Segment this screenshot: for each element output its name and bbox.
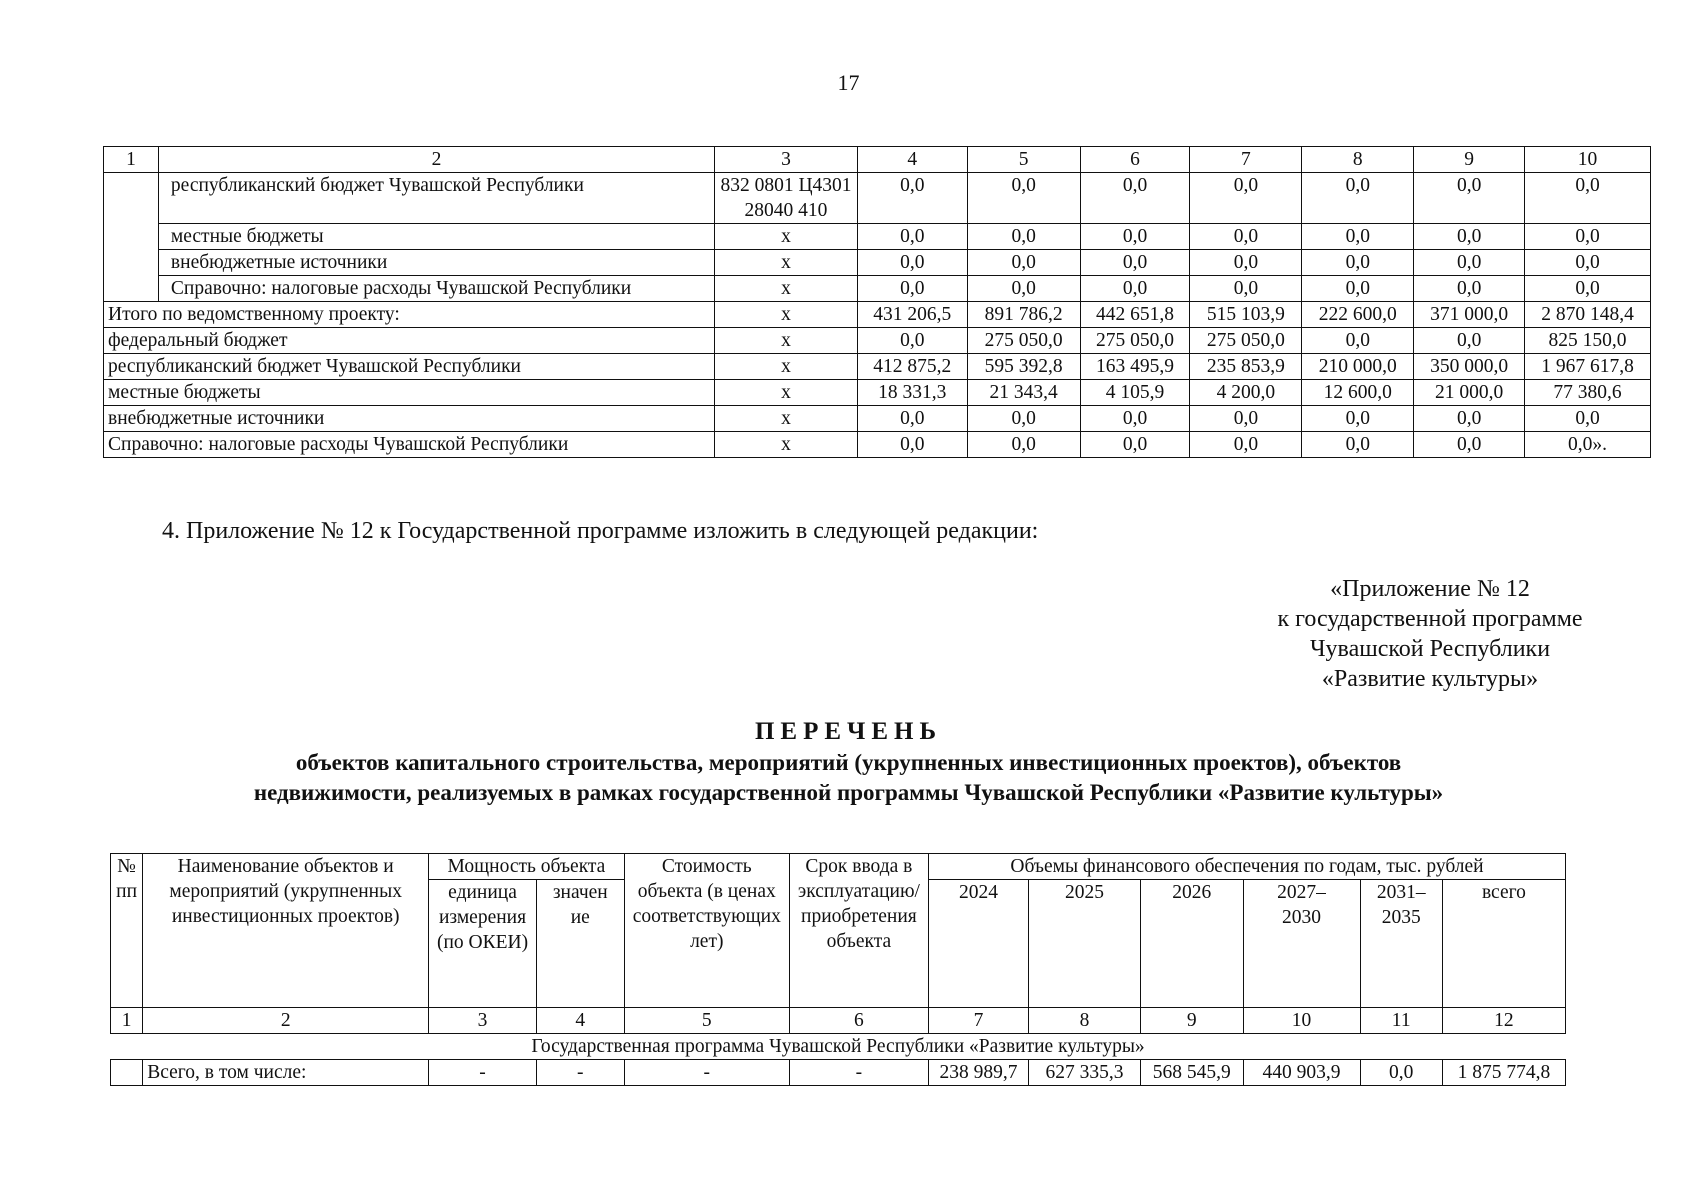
value-cell: 891 786,2 <box>967 302 1080 328</box>
value-cell: 0,0 <box>857 276 967 302</box>
header-cell: № пп <box>111 854 143 1008</box>
value-cell: 238 989,7 <box>928 1060 1028 1086</box>
table-row <box>104 173 1651 224</box>
header-cell: 9 <box>1414 147 1525 173</box>
column-number-row <box>111 1008 1566 1034</box>
dash-cell: - <box>536 1060 624 1086</box>
value-cell: 0,0 <box>967 432 1080 458</box>
row-code: 832 0801 Ц430128040 410 <box>715 173 858 224</box>
value-cell: 0,0 <box>1080 224 1190 250</box>
value-cell: 0,0 <box>1525 406 1651 432</box>
empty-cell <box>111 1060 143 1086</box>
value-cell: 568 545,9 <box>1140 1060 1243 1086</box>
value-cell: 2 870 148,4 <box>1525 302 1651 328</box>
value-cell: 0,0 <box>967 173 1080 224</box>
value-cell: 222 600,0 <box>1302 302 1414 328</box>
value-cell: 18 331,3 <box>857 380 967 406</box>
value-cell: 0,0 <box>1080 432 1190 458</box>
column-number: 1 <box>111 1008 143 1034</box>
value-cell: 275 050,0 <box>967 328 1080 354</box>
value-cell: 0,0 <box>1302 432 1414 458</box>
value-cell: 0,0 <box>1080 173 1190 224</box>
row-code: х <box>715 406 858 432</box>
table-row <box>104 406 1651 432</box>
value-cell: 0,0 <box>1360 1060 1442 1086</box>
value-cell: 371 000,0 <box>1414 302 1525 328</box>
row-label: федеральный бюджет <box>104 328 715 354</box>
year-cell: 2025 <box>1028 880 1140 1008</box>
row-label: Справочно: налоговые расходы Чувашской Республики <box>104 432 715 458</box>
value-cell: 0,0 <box>1414 250 1525 276</box>
header-cell: Мощность объекта <box>429 854 625 880</box>
value-cell: 77 380,6 <box>1525 380 1651 406</box>
value-cell: 1 967 617,8 <box>1525 354 1651 380</box>
value-cell: 275 050,0 <box>1080 328 1190 354</box>
header-cell: 3 <box>715 147 858 173</box>
table-header-row <box>104 147 1651 173</box>
value-cell: 210 000,0 <box>1302 354 1414 380</box>
value-cell: 0,0 <box>1190 224 1302 250</box>
header-cell: 4 <box>857 147 967 173</box>
header-cell: Наименование объектов и мероприятий (укрупненных инвестиционных проектов) <box>143 854 429 1008</box>
value-cell: 825 150,0 <box>1525 328 1651 354</box>
value-cell: 0,0 <box>1080 406 1190 432</box>
value-cell: 431 206,5 <box>857 302 967 328</box>
value-cell: 4 200,0 <box>1190 380 1302 406</box>
table-row <box>104 250 1651 276</box>
header-cell: 8 <box>1302 147 1414 173</box>
value-cell: 440 903,9 <box>1243 1060 1360 1086</box>
column-number: 3 <box>429 1008 537 1034</box>
appendix-label <box>1230 574 1630 694</box>
row-code: х <box>715 328 858 354</box>
value-cell: 0,0 <box>1302 250 1414 276</box>
row-label: республиканский бюджет Чувашской Республики <box>158 173 714 224</box>
year-cell: 2026 <box>1140 880 1243 1008</box>
table-row <box>104 224 1651 250</box>
value-cell: 0,0 <box>1414 432 1525 458</box>
appendix-line: Чувашской Республики <box>1309 636 1551 662</box>
row-label: местные бюджеты <box>104 380 715 406</box>
amendment-paragraph: 4. Приложение № 12 к Государственной программе изложить в следующей редакции: <box>162 518 1039 544</box>
value-cell: 0,0 <box>967 224 1080 250</box>
objects-table <box>110 853 1566 1086</box>
value-cell: 0,0 <box>1190 276 1302 302</box>
document-heading <box>0 716 1697 808</box>
value-cell: 515 103,9 <box>1190 302 1302 328</box>
table-row <box>104 276 1651 302</box>
header-cell: 2 <box>158 147 714 173</box>
row-label: республиканский бюджет Чувашской Республики <box>104 354 715 380</box>
column-number: 12 <box>1442 1008 1565 1034</box>
row-code: х <box>715 224 858 250</box>
row-code: х <box>715 432 858 458</box>
value-cell: 21 000,0 <box>1414 380 1525 406</box>
value-cell: 163 495,9 <box>1080 354 1190 380</box>
value-cell: 595 392,8 <box>967 354 1080 380</box>
column-number: 10 <box>1243 1008 1360 1034</box>
header-cell: 1 <box>104 147 159 173</box>
header-cell: Стоимость объекта (в ценах соответствующих лет) <box>624 854 789 1008</box>
row-code: х <box>715 354 858 380</box>
value-cell: 0,0 <box>857 250 967 276</box>
table-row <box>104 354 1651 380</box>
value-cell: 0,0 <box>1525 173 1651 224</box>
header-cell: значение <box>536 880 624 1008</box>
value-cell: 275 050,0 <box>1190 328 1302 354</box>
appendix-line: к государственной программе <box>1277 606 1583 632</box>
value-cell: 0,0 <box>1414 224 1525 250</box>
value-cell: 0,0 <box>1414 406 1525 432</box>
header-cell: 10 <box>1525 147 1651 173</box>
value-cell: 0,0 <box>1302 224 1414 250</box>
value-cell: 21 343,4 <box>967 380 1080 406</box>
column-number: 6 <box>789 1008 928 1034</box>
value-cell: 0,0 <box>1190 432 1302 458</box>
empty-cell <box>104 173 159 302</box>
value-cell: 0,0 <box>967 250 1080 276</box>
year-cell: всего <box>1442 880 1565 1008</box>
value-cell: 0,0 <box>1080 276 1190 302</box>
header-cell: 6 <box>1080 147 1190 173</box>
column-number: 2 <box>143 1008 429 1034</box>
value-cell: 1 875 774,8 <box>1442 1060 1565 1086</box>
value-cell: 12 600,0 <box>1302 380 1414 406</box>
year-cell: 2027–2030 <box>1243 880 1360 1008</box>
dash-cell: - <box>789 1060 928 1086</box>
header-cell: 7 <box>1190 147 1302 173</box>
header-cell: 5 <box>967 147 1080 173</box>
value-cell: 4 105,9 <box>1080 380 1190 406</box>
dash-cell: - <box>624 1060 789 1086</box>
header-cell: Срок ввода в эксплуатацию/ приобретения объекта <box>789 854 928 1008</box>
value-cell: 412 875,2 <box>857 354 967 380</box>
value-cell: 0,0 <box>857 173 967 224</box>
header-cell: Объемы финансового обеспечения по годам, тыс. рублей <box>928 854 1565 880</box>
value-cell: 0,0 <box>1302 276 1414 302</box>
value-cell: 0,0 <box>1414 328 1525 354</box>
value-cell: 0,0 <box>1525 250 1651 276</box>
table-row <box>111 1060 1566 1086</box>
value-cell: 0,0 <box>1525 276 1651 302</box>
row-code: х <box>715 276 858 302</box>
dash-cell: - <box>429 1060 537 1086</box>
value-cell: 0,0 <box>967 276 1080 302</box>
value-cell: 350 000,0 <box>1414 354 1525 380</box>
column-number: 7 <box>928 1008 1028 1034</box>
row-label: Итого по ведомственному проекту: <box>104 302 715 328</box>
table-row <box>104 380 1651 406</box>
value-cell: 0,0 <box>1302 173 1414 224</box>
row-code: х <box>715 380 858 406</box>
value-cell: 0,0 <box>1414 276 1525 302</box>
row-code: х <box>715 302 858 328</box>
value-cell: 0,0 <box>1525 224 1651 250</box>
appendix-line: «Развитие культуры» <box>1321 666 1539 692</box>
table-row <box>104 432 1651 458</box>
appendix-line: «Приложение № 12 <box>1330 576 1530 602</box>
year-cell: 2031–2035 <box>1360 880 1442 1008</box>
heading-line: недвижимости, реализуемых в рамках государственной программы Чувашской Республики «Развитие культуры» <box>253 780 1444 805</box>
program-row <box>111 1034 1566 1060</box>
value-cell: 0,0 <box>967 406 1080 432</box>
budget-table <box>103 146 1651 458</box>
value-cell: 442 651,8 <box>1080 302 1190 328</box>
value-cell: 0,0 <box>857 432 967 458</box>
value-cell: 0,0 <box>1080 250 1190 276</box>
value-cell: 627 335,3 <box>1028 1060 1140 1086</box>
row-label: Справочно: налоговые расходы Чувашской Республики <box>158 276 714 302</box>
heading-title: ПЕРЕЧЕНЬ <box>754 718 943 745</box>
program-title: Государственная программа Чувашской Республики «Развитие культуры» <box>111 1034 1566 1060</box>
value-cell: 0,0 <box>857 406 967 432</box>
page-number: 17 <box>837 70 860 95</box>
table-header-row <box>111 854 1566 880</box>
value-cell: 235 853,9 <box>1190 354 1302 380</box>
year-cell: 2024 <box>928 880 1028 1008</box>
table-row <box>104 302 1651 328</box>
column-number: 8 <box>1028 1008 1140 1034</box>
column-number: 5 <box>624 1008 789 1034</box>
value-cell: 0,0». <box>1525 432 1651 458</box>
value-cell: 0,0 <box>1414 173 1525 224</box>
row-label: внебюджетные источники <box>104 406 715 432</box>
value-cell: 0,0 <box>857 328 967 354</box>
row-code: х <box>715 250 858 276</box>
value-cell: 0,0 <box>857 224 967 250</box>
header-cell: единица измерения (по ОКЕИ) <box>429 880 537 1008</box>
value-cell: 0,0 <box>1302 328 1414 354</box>
value-cell: 0,0 <box>1190 406 1302 432</box>
row-label: Всего, в том числе: <box>143 1060 429 1086</box>
value-cell: 0,0 <box>1190 173 1302 224</box>
column-number: 11 <box>1360 1008 1442 1034</box>
column-number: 9 <box>1140 1008 1243 1034</box>
row-label: местные бюджеты <box>158 224 714 250</box>
column-number: 4 <box>536 1008 624 1034</box>
value-cell: 0,0 <box>1190 250 1302 276</box>
heading-line: объектов капитального строительства, мероприятий (укрупненных инвестиционных проектов), объектов <box>295 750 1402 775</box>
value-cell: 0,0 <box>1302 406 1414 432</box>
row-label: внебюджетные источники <box>158 250 714 276</box>
table-row <box>104 328 1651 354</box>
